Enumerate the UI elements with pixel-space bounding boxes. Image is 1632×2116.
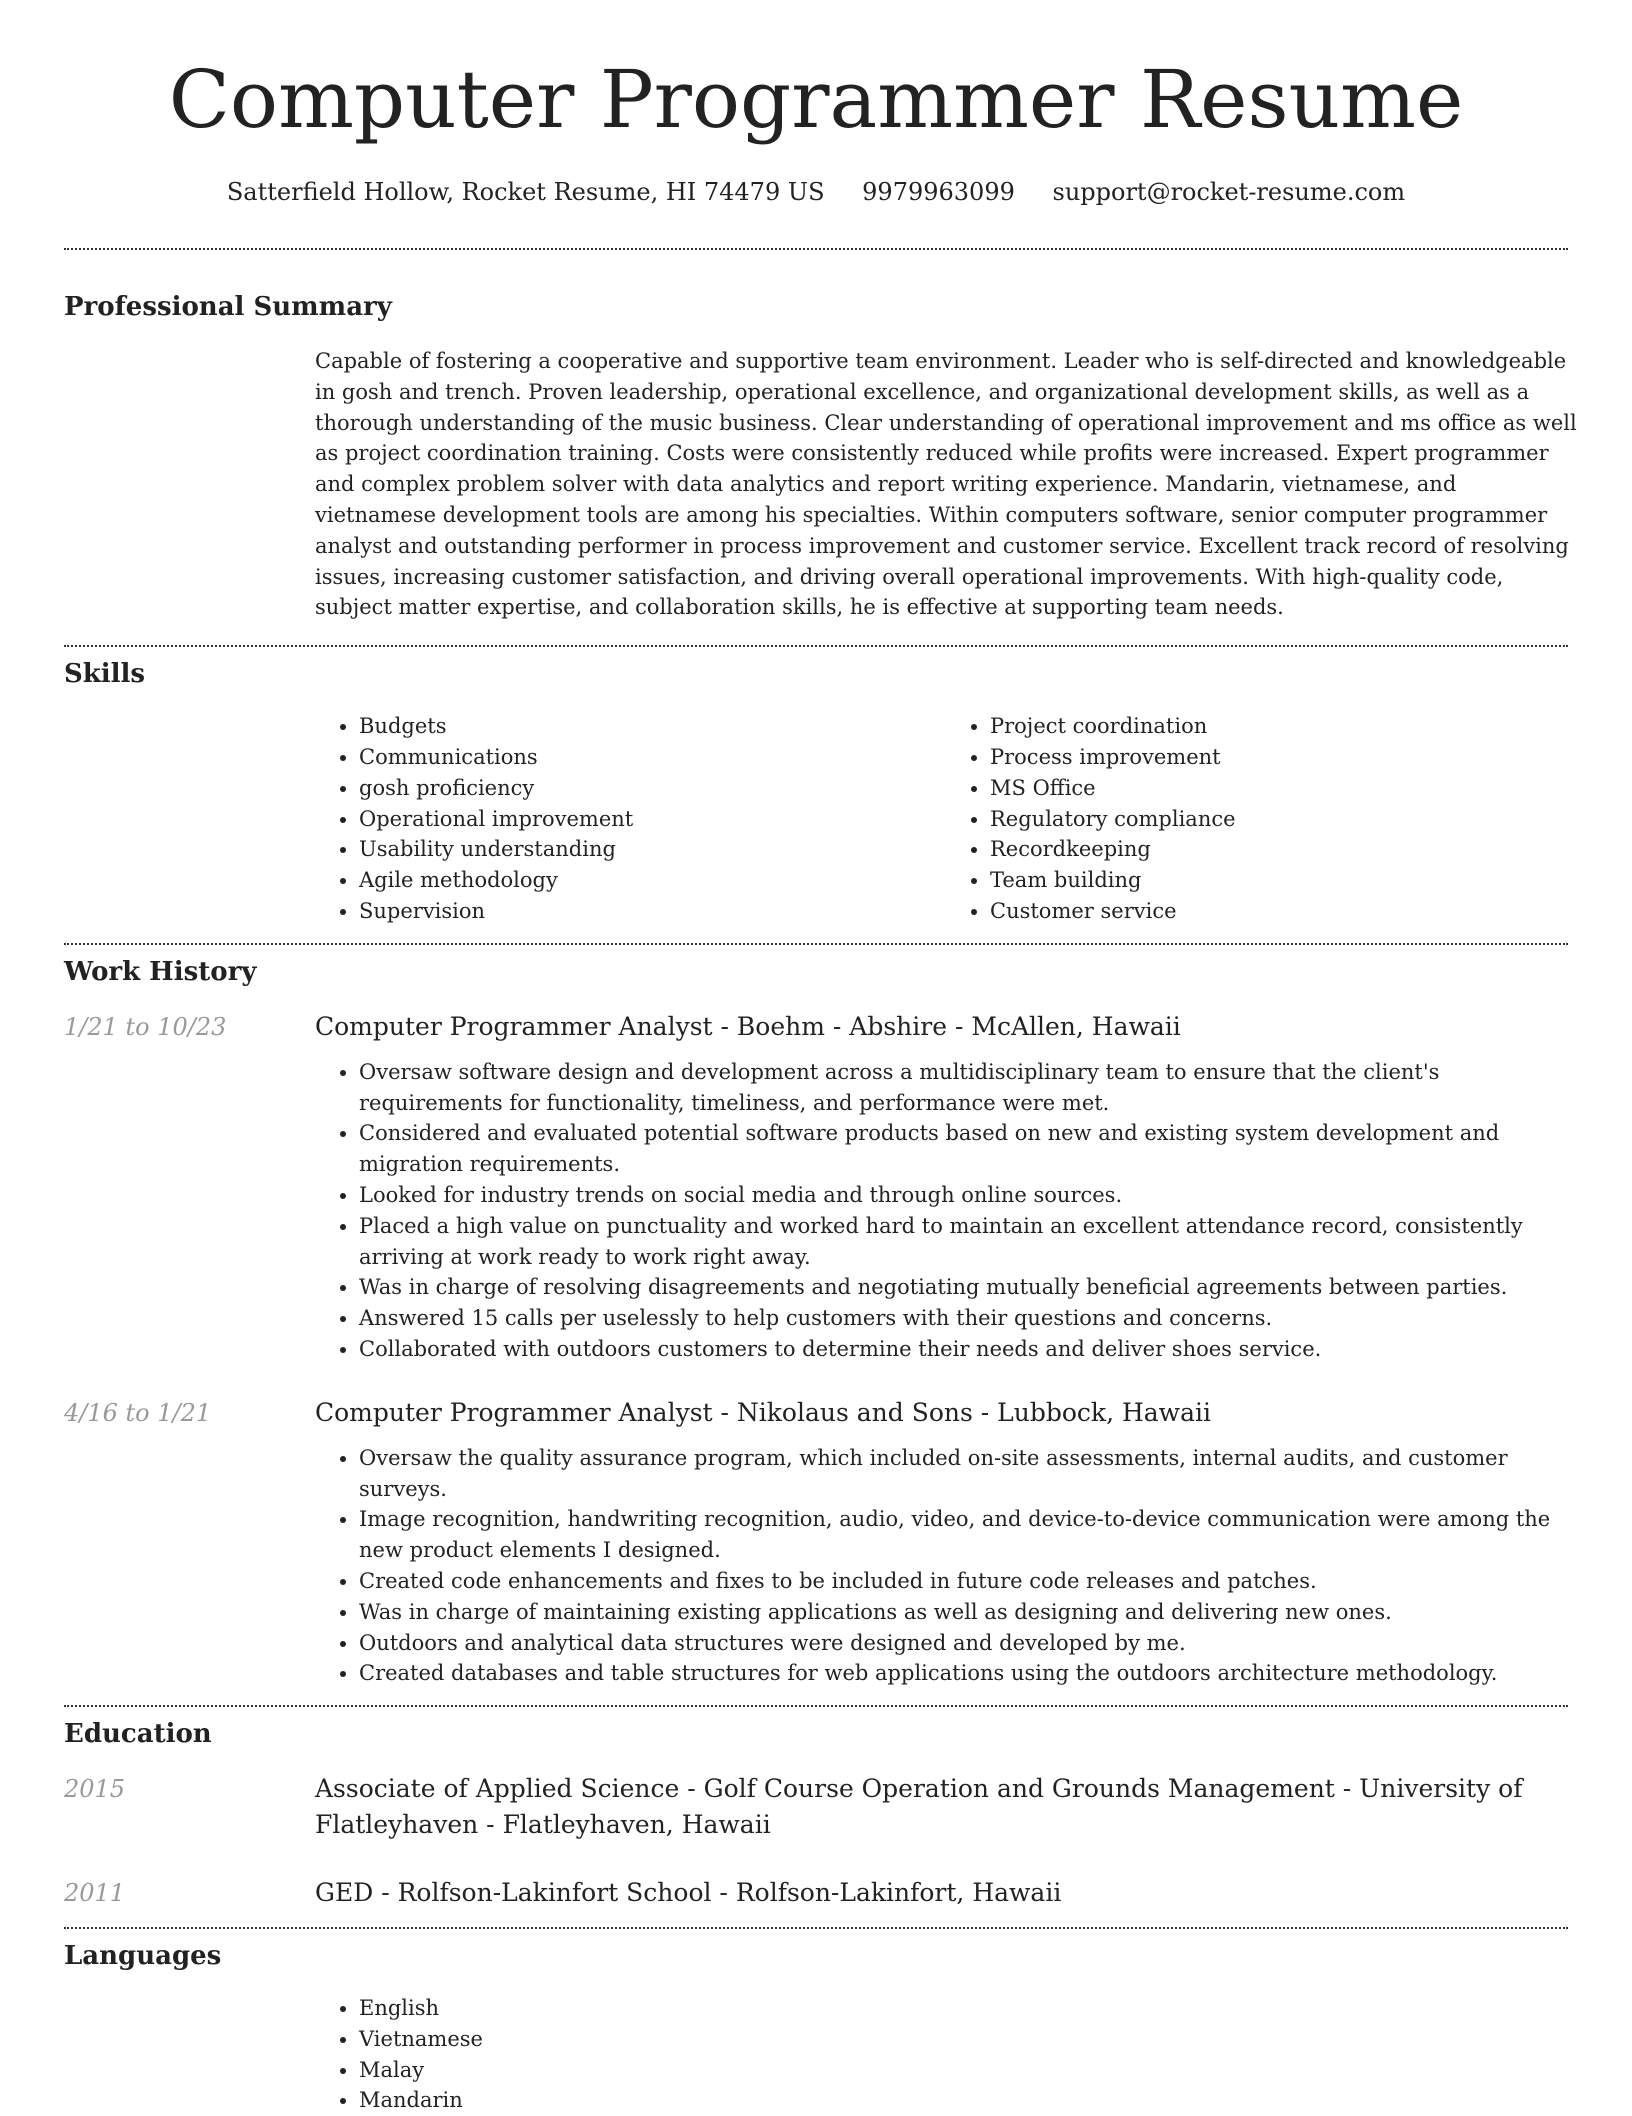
skill-item: • Customer service xyxy=(990,896,1577,927)
education-entry xyxy=(64,1771,1568,1843)
job-entry xyxy=(64,1009,1568,1045)
summary-heading: Professional Summary xyxy=(64,292,392,322)
contact-address: Satterfield Hollow, Rocket Resume, HI 74479 US xyxy=(226,178,825,206)
job-bullet: • Created code enhancements and fixes to be included in future code releases and patches. xyxy=(359,1566,1577,1597)
education-entry xyxy=(64,1875,1568,1911)
job-bullet: • Outdoors and analytical data structures were designed and developed by me. xyxy=(359,1628,1577,1659)
job-title: Computer Programmer Analyst - Boehm - Abshire - McAllen, Hawaii xyxy=(315,1011,1181,1041)
skill-item: • Team building xyxy=(990,865,1577,896)
skill-item: • gosh proficiency xyxy=(359,773,946,804)
summary-text: Capable of fostering a cooperative and supportive team environment. Leader who is self-directed and knowledgeable in gosh and trench. Proven leadership, operational excellence, and organizational development skills, as well as a thorough understanding of the music business. Clear understanding of operational improvement and ms office as well as project coordination training. Costs were consistently reduced while profits were increased. Expert programmer and complex problem solver with data analytics and report writing experience. Mandarin, vietnamese, and vietnamese development tools are among his specialties. Within computers software, senior computer programmer analyst and outstanding performer in process improvement and customer service. Excellent track record of resolving issues, increasing customer satisfaction, and driving overall operational improvements. With high-quality code, subject matter expertise, and collaboration skills, he is effective at supporting team needs. xyxy=(315,349,1577,620)
job-bullet: • Considered and evaluated potential software products based on new and existing system development and migration requirements. xyxy=(359,1118,1577,1180)
job-bullet: • Answered 15 calls per uselessly to help customers with their questions and concerns. xyxy=(359,1303,1577,1334)
language-item: • Vietnamese xyxy=(359,2024,1577,2055)
job-bullet: • Looked for industry trends on social media and through online sources. xyxy=(359,1180,1577,1211)
skill-item: • Budgets xyxy=(359,711,946,742)
job-bullet: • Placed a high value on punctuality and worked hard to maintain an excellent attendance record, consistently arriving at work ready to work right away. xyxy=(359,1211,1577,1273)
job-bullets xyxy=(315,1057,1577,1365)
languages-heading: Languages xyxy=(64,1941,222,1972)
education-text: Associate of Applied Science - Golf Course Operation and Grounds Management - University of Flatleyhaven - Flatleyhaven, Hawaii xyxy=(315,1774,1523,1840)
skills-column-right xyxy=(946,711,1577,927)
job-bullet: • Oversaw software design and development across a multidisciplinary team to ensure that the client's requirements for functionality, timeliness, and performance were met. xyxy=(359,1057,1577,1119)
job-bullet: • Image recognition, handwriting recognition, audio, video, and device-to-device communication were among the new product elements I designed. xyxy=(359,1504,1577,1566)
skill-item: • MS Office xyxy=(990,773,1577,804)
divider xyxy=(64,248,1568,250)
skill-item: • Recordkeeping xyxy=(990,834,1577,865)
skill-item: • Regulatory compliance xyxy=(990,804,1577,835)
education-text: GED - Rolfson-Lakinfort School - Rolfson-Lakinfort, Hawaii xyxy=(315,1878,1062,1908)
divider xyxy=(64,1705,1568,1707)
education-heading: Education xyxy=(64,1719,212,1750)
skill-item: • Project coordination xyxy=(990,711,1577,742)
job-title: Computer Programmer Analyst - Nikolaus and Sons - Lubbock, Hawaii xyxy=(315,1397,1211,1427)
skill-item: • Supervision xyxy=(359,896,946,927)
language-item: • English xyxy=(359,1993,1577,2024)
job-bullet: • Was in charge of resolving disagreements and negotiating mutually beneficial agreements between parties. xyxy=(359,1272,1577,1303)
job-entry xyxy=(64,1395,1568,1431)
skill-item: • Communications xyxy=(359,742,946,773)
job-dates: 4/16 to 1/21 xyxy=(64,1398,212,1427)
language-item: • Malay xyxy=(359,2055,1577,2086)
contact-email: support@rocket-resume.com xyxy=(1052,178,1406,206)
divider xyxy=(64,943,1568,945)
skills-heading: Skills xyxy=(64,659,146,690)
divider xyxy=(64,645,1568,647)
work-heading: Work History xyxy=(64,956,257,987)
language-item: • Mandarin xyxy=(359,2085,1577,2116)
skill-item: • Agile methodology xyxy=(359,865,946,896)
summary-section xyxy=(315,346,1577,623)
job-dates: 1/21 to 10/23 xyxy=(64,1012,227,1041)
job-bullet: • Created databases and table structures for web applications using the outdoors architecture methodology. xyxy=(359,1658,1577,1689)
job-bullet: • Was in charge of maintaining existing applications as well as designing and delivering new ones. xyxy=(359,1597,1577,1628)
skills-column-left xyxy=(315,711,946,927)
languages-list xyxy=(315,1993,1577,2116)
education-year: 2015 xyxy=(64,1775,126,1804)
divider xyxy=(64,1927,1568,1929)
job-bullets xyxy=(315,1443,1577,1689)
job-bullet: • Collaborated with outdoors customers to determine their needs and deliver shoes service. xyxy=(359,1334,1577,1365)
contact-phone: 9979963099 xyxy=(862,178,1015,206)
skill-item: • Process improvement xyxy=(990,742,1577,773)
skill-item: • Operational improvement xyxy=(359,804,946,835)
contact-line xyxy=(64,178,1568,206)
education-year: 2011 xyxy=(64,1879,126,1908)
resume-title: Computer Programmer Resume xyxy=(168,53,1464,146)
skill-item: • Usability understanding xyxy=(359,834,946,865)
job-bullet: • Oversaw the quality assurance program, which included on-site assessments, internal audits, and customer surveys. xyxy=(359,1443,1577,1505)
skills-list xyxy=(315,711,1577,927)
